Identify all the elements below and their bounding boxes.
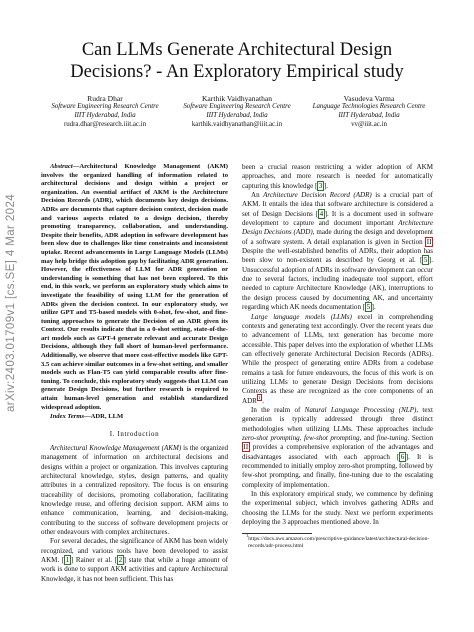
citation-link[interactable]: 4 xyxy=(319,209,324,218)
right-column xyxy=(242,163,433,550)
intro-paragraph-2: For several decades, the significance of AKM has been widely recognized, and various tools have been developed to assist AKM. [ 1 ] Rainer et al. [ 2 ] state that while a huge amount of work is done to support AKM activities and capture Architectural Knowledge, it has not been sufficient. This has xyxy=(41,537,228,583)
right-paragraph-3: Large language models (LLMs) excel in comprehending contexts and generating text accordingly. Over the recent years due to advancement of LLMs, text generation has become more accessible. This paper delves into the exploration of whether LLMs can effectively generate Architectural Decision Records (ADRs). While the prospect of generating entire ADRs from a codebase remains a task for future endeavours, the focus of this work is on utilizing LLMs to generate Design Decisions from decisions Contexts as these are recognized as the core components of an ADR $^1$ . xyxy=(242,312,433,405)
author-1-email[interactable]: rudra.dhar@research.iiit.ac.in xyxy=(63,120,147,128)
right-paragraph-2: An Architecture Decision Record (ADR) is a crucial part of AKM. It entails the idea that software architecture is considered a set of Design Decisions [ 4 ]. It is a document used in software development to capture and document important Architecture Design Decisions (ADD), made during the design and development of a software system. A detail explanation is given in Section II Despite the well-established benefits of ADRs, their adoption has been slow to non-existent as described by Georg et al. [ 5 ]. Unsuccessful adoption of ADRs in software development can occur due to several factors, including inadequate tool support, effort needed to capture Architecture Knowledge (AK), interruptions to the design process caused by documenting AK, and uncertainty regarding which AK needs documentation [ 5 ]. xyxy=(242,191,433,312)
arxiv-stamp: arXiv:2403.01709v1 [cs.SE] 4 Mar 2024 xyxy=(5,193,17,413)
footnote-url[interactable]: https://docs.aws.amazon.com/prescriptive-guidance/latest/architectural-decision-records/adr-process.html xyxy=(248,536,430,550)
footnote-marker-link[interactable]: 1 xyxy=(258,395,261,401)
abstract: Abstract—Architectural Knowledge Management (AKM) involves the organized handling of information related to architectural decisions and design within a project or organization. An essential artifact of AKM is the Architecture Decision Records (ADR), which documents key design decisions. ADRs are documents that capture decision context, decision made and various aspects related to a design decision, thereby promoting transparency, collaboration, and understanding. Despite their benefits, ADR adoption in software development has been slow due to challenges like time constraints and inconsistent uptake. Recent advancements in Large Language Models (LLMs) may help bridge this adoption gap by facilitating ADR generation. However, the effectiveness of LLM for ADR generation or understanding is something that has not been explored. To this end, in this work, we perform an exploratory study which aims to investigate the feasibility of using LLM for the generation of ADRs given the decision context. In our exploratory study, we utilize GPT and T5-based models with 0-shot, few-shot, and fine-tuning approaches to generate the Decision of an ADR given its Context. Our results indicate that in a 0-shot setting, state-of-the-art models such as GPT-4 generate relevant and accurate Design Decisions, although they fall short of human-level performance. Additionally, we observe that more cost-effective models like GPT-3.5 can achieve similar outcomes in a few-shot setting, and smaller models such as Flan-T5 can yield comparable results after fine-tuning. To conclude, this exploratory study suggests that LLM can generate Design Decisions, but further research is required to attain human-level generation and establish standardized widespread adoption. xyxy=(41,163,228,411)
right-paragraph-1: been a crucial reason restricting a wider adoption of AKM approaches, and more research is needed for automatically capturing this knowledge [ 3 ]. xyxy=(242,163,433,190)
author-3: Vasudeva Varma Language Technologies Research Centre IIIT Hyderabad, India vv@iiit.ac.in xyxy=(304,94,434,129)
author-2: Karthik Vaidhyanathan Software Engineering Research Centre IIIT Hyderabad, India karthik.vaidhyanathan@iiit.ac.in xyxy=(172,94,302,129)
section-reference-link[interactable]: II xyxy=(426,237,432,246)
right-paragraph-4: In the realm of Natural Language Processing (NLP), text generation is typically addressed through three distinct methodologies when utilizing LLMs. These approaches include zero-shot prompting, few-shot prompting, and fine-tuning. Section II provides a comprehensive exploration of the advantages and disadvantages associated with each approach [ 6 ]. It is recommended to initially employ zero-shot prompting, followed by few-shot prompting, and finally, fine-tuning due to the escalating complexity of implementation. xyxy=(242,405,433,489)
paper-title xyxy=(40,39,434,83)
right-paragraph-5: In this exploratory empirical study, we commence by defining the experimental subject, which involves gathering ADRs and choosing the LLMs for the study. Next we perform experiments deploying the 3 approaches mentioned above. In xyxy=(242,490,433,527)
author-1: Rudra Dhar Software Engineering Research Centre IIIT Hyderabad, India rudra.dhar@research.iiit.ac.in xyxy=(40,94,170,129)
intro-paragraph-1: Architectural Knowledge Management (AKM) is the organized management of information on architectural decisions and designs within a project or organization. This involves capturing architectural knowledge, styles, design patterns, and quality attributes in a centralized repository. The focus is on ensuring traceability of decisions, promoting collaboration, facilitating knowledge reuse, and offering decision support. AKM aims to enhance communication, learning, and decision-making, contributing to the success of software development projects or other endeavours with complex architectures. xyxy=(41,443,228,536)
title-line-2: Decisions? - An Exploratory Empirical study xyxy=(70,62,404,82)
author-3-email[interactable]: vv@iiit.ac.in xyxy=(351,120,387,128)
citation-link[interactable]: 2 xyxy=(118,555,123,564)
index-terms: Index Terms—ADR, LLM xyxy=(50,413,124,421)
footnote-divider xyxy=(242,533,312,534)
citation-link[interactable]: 5 xyxy=(423,256,428,265)
author-2-email[interactable]: karthik.vaidhyanathan@iiit.ac.in xyxy=(191,120,283,128)
left-column xyxy=(41,163,228,584)
citation-link[interactable]: 1 xyxy=(65,555,70,564)
citation-link[interactable]: 6 xyxy=(400,452,405,461)
title-line-1: Can LLMs Generate Architectural Design xyxy=(81,40,393,60)
citation-link[interactable]: 3 xyxy=(318,181,323,190)
footnote: $^1$https://docs.aws.amazon.com/prescriptive-guidance/latest/architectural-decision-records/adr-process.html xyxy=(246,533,430,550)
section-heading-introduction: I. Introduction xyxy=(109,429,160,438)
section-reference-link[interactable]: II xyxy=(243,443,249,452)
citation-link[interactable]: 5 xyxy=(366,303,371,312)
